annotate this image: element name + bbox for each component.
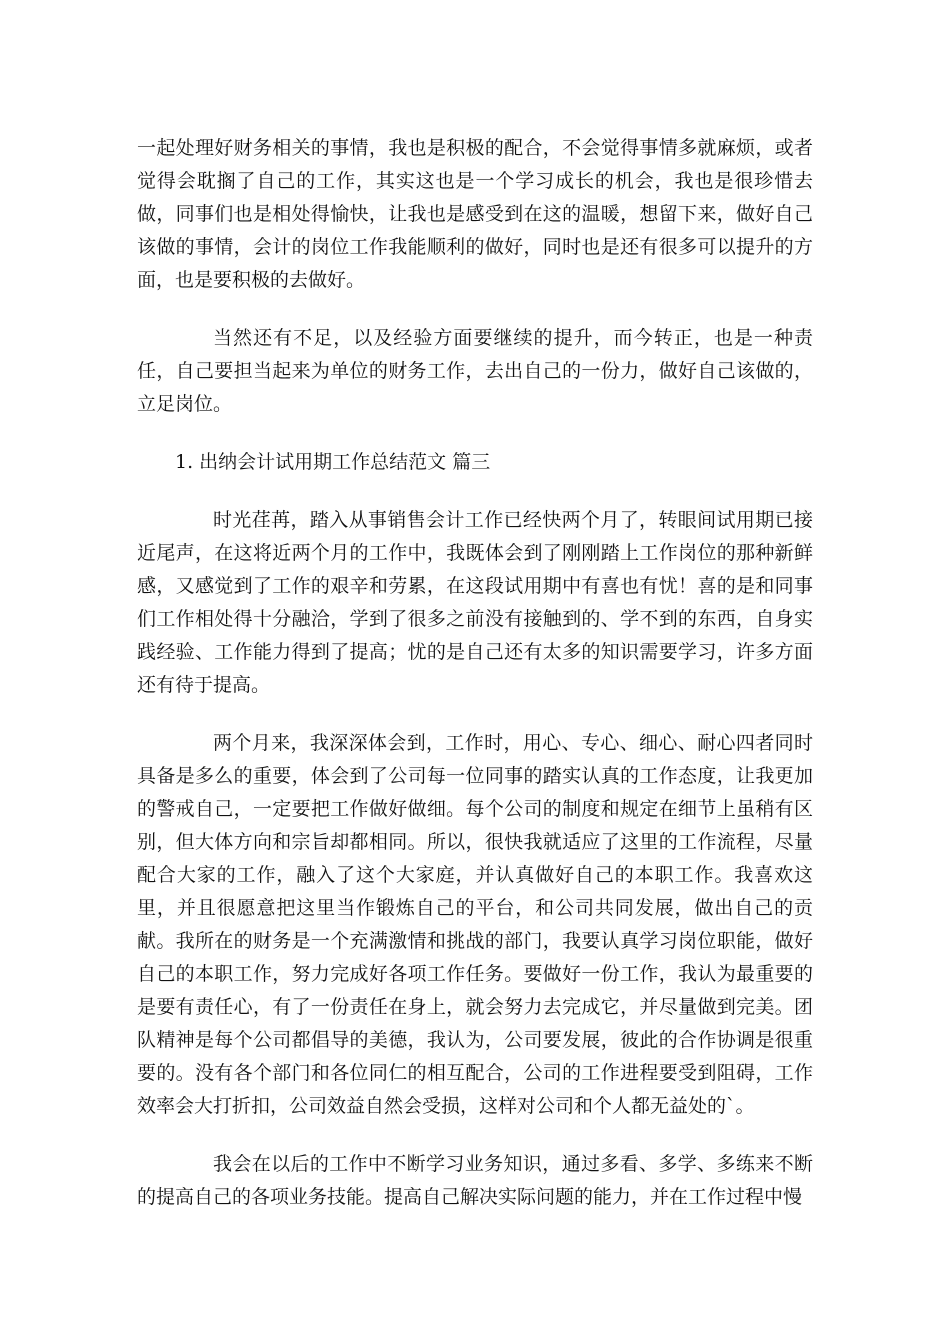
paragraph-shortcomings: 当然还有不足，以及经验方面要继续的提升，而今转正，也是一种责任，自己要担当起来为单位的财务工作，去出自己的一份力，做好自己该做的，立足岗位。	[137, 327, 813, 415]
paragraph-future: 我会在以后的工作中不断学习业务知识，通过多看、多学、多练来不断的提高自己的各项业务技能。提高自己解决实际问题的能力，并在工作过程中慢	[137, 1153, 813, 1208]
document-body	[137, 132, 813, 1239]
paragraph-experience: 两个月来，我深深体会到，工作时，用心、专心、细心、耐心四者同时具备是多么的重要，体会到了公司每一位同事的踏实认真的工作态度，让我更加的警戒自己，一定要把工作做好做细。每个公司的制度和规定在细节上虽稍有区别，但大体方向和宗旨却都相同。所以，很快我就适应了这里的工作流程，尽量配合大家的工作，融入了这个大家庭，并认真做好自己的本职工作。我喜欢这里，并且很愿意把这里当作锻炼自己的平台，和公司共同发展，做出自己的贡献。我所在的财务是一个充满激情和挑战的部门，我要认真学习岗位职能，做好自己的本职工作，努力完成好各项工作任务。要做好一份工作，我认为最重要的是要有责任心，有了一份责任在身上，就会努力去完成它，并尽量做到完美。团队精神是每个公司都倡导的美德，我认为，公司要发展，彼此的合作协调是很重要的。没有各个部门和各位同仁的相互配合，公司的工作进程要受到阻碍，工作效率会大打折扣，公司效益自然会受损，这样对公司和个人都无益处的`。	[137, 732, 813, 1117]
section-heading: 1. 出纳会计试用期工作总结范文 篇三	[175, 451, 491, 473]
paragraph-intro: 时光荏苒，踏入从事销售会计工作已经快两个月了，转眼间试用期已接近尾声，在这将近两个月的工作中，我既体会到了刚刚踏上工作岗位的那种新鲜感，又感觉到了工作的艰辛和劳累，在这段试用期中有喜也有忧！喜的是和同事们工作相处得十分融洽，学到了很多之前没有接触到的、学不到的东西，自身实践经验、工作能力得到了提高；忧的是自己还有太多的知识需要学习，许多方面还有待于提高。	[137, 509, 813, 696]
paragraph-continuation: 一起处理好财务相关的事情，我也是积极的配合，不会觉得事情多就麻烦，或者觉得会耽搁了自己的工作，其实这也是一个学习成长的机会，我也是很珍惜去做，同事们也是相处得愉快，让我也是感受到在这的温暖，想留下来，做好自己该做的事情，会计的岗位工作我能顺利的做好，同时也是还有很多可以提升的方面，也是要积极的去做好。	[137, 137, 813, 291]
